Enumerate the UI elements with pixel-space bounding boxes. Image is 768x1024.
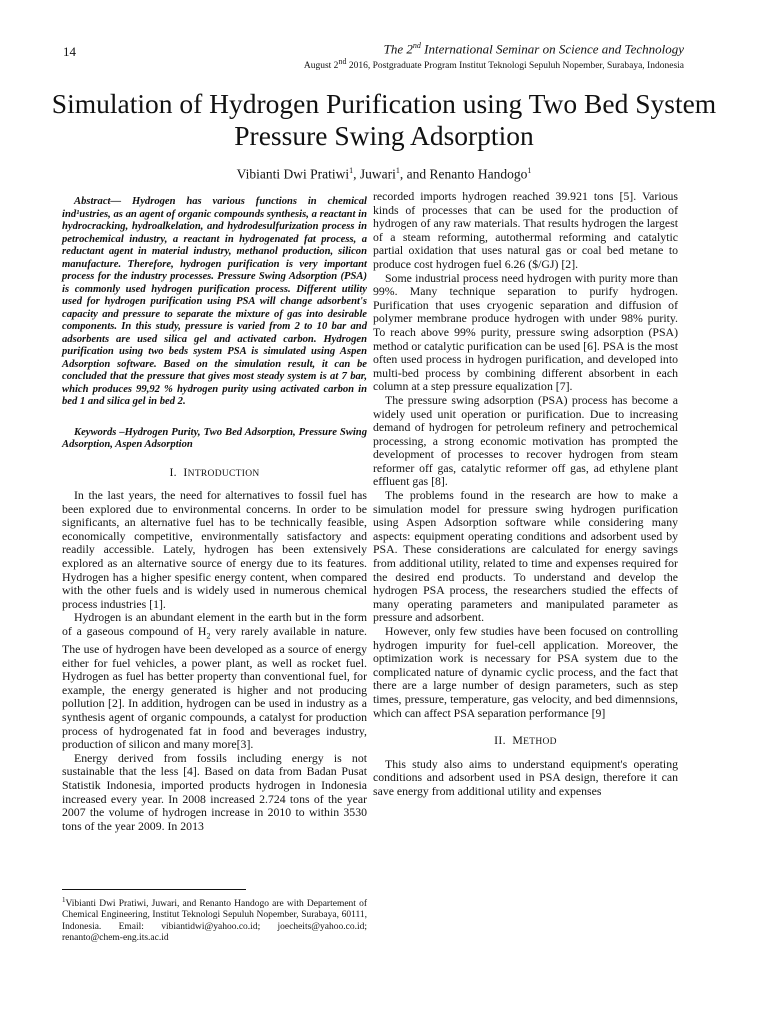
section-2-number: II. bbox=[494, 733, 506, 748]
section-1-initial: I bbox=[183, 464, 188, 479]
page-number: 14 bbox=[63, 44, 76, 59]
conference-date bbox=[304, 57, 684, 71]
footnote-divider bbox=[62, 889, 246, 890]
conference-title-post: International Seminar on Science and Technology bbox=[420, 41, 684, 57]
conference-title bbox=[384, 41, 684, 57]
abstract bbox=[62, 196, 367, 409]
left-column bbox=[62, 190, 367, 833]
conference-title-pre: The 2 bbox=[383, 41, 413, 57]
keywords: Keywords –Hydrogen Purity, Two Bed Adsorption, Pressure Swing Adsorption, Aspen Adsorption bbox=[62, 426, 367, 450]
section-2-initial: M bbox=[512, 733, 524, 748]
paper-title: Simulation of Hydrogen Purification using Two Bed System Pressure Swing Adsorption bbox=[51, 88, 717, 151]
right-paragraph-5: However, only few studies have been focused on controlling hydrogen impurity for fuel-cell application. Moreover, the optimization work is necessary for PSA system due to the complicated nature of dynamic cyclic process, and the fact that there are a large number of design parameters, such as step times, pressure, temperature, gas velocity, and bed dimennsions, which can affect PSA separation performance [9] bbox=[373, 624, 678, 720]
h2-subscript: 2 bbox=[206, 631, 211, 641]
section-2-rest: ETHOD bbox=[523, 737, 557, 748]
conference-title-sup: nd bbox=[412, 41, 421, 50]
conference-date-post: 2016, Postgraduate Program Institut Teknologi Sepuluh Nopember, Surabaya, Indonesia bbox=[346, 61, 684, 72]
author-1: Vibianti Dwi Pratiwi bbox=[236, 166, 350, 182]
intro-paragraph-2 bbox=[62, 611, 367, 751]
footnote bbox=[62, 895, 367, 944]
section-1-number: I. bbox=[169, 464, 177, 479]
footnote-mark: 1 bbox=[62, 896, 66, 904]
conference-date-sup: nd bbox=[338, 57, 347, 66]
abstract-label: Abstract— bbox=[74, 196, 122, 207]
intro-paragraph-2b: very rarely available in nature. The use of hydrogen have been developed as a source of energy either for fuel vehicles, a power plant, as well as rocket fuel. Hydrogen as fuel has better property than conventional fuel, for example, the energy generated is higher and not producing pollution [2]. In addition, hydrogen can be used in industry as a synthesis agent of organic compounds, a catalyst for production process of hydrogenated fat in food and beverages industry, production of silicon and many more[3]. bbox=[62, 624, 368, 752]
footnote-text: Vibianti Dwi Pratiwi, Juwari, and Renanto Handogo are with Departement of Chemical Engineering, Institut Teknologi Sepuluh Nopember, Surabaya, 60111, Indonesia. Email: vibiantidwi@yahoo.co.id; joecheits@yahoo.co.id; renanto@chem-eng.its.ac.id bbox=[62, 899, 367, 944]
author-1-mark: 1 bbox=[349, 166, 354, 175]
abstract-text: Hydrogen has various functions in chemical ind¹ustries, as an agent of organic compounds synthesis, a reactant in hydrocracking, hydroalkelation, and hydrodesulfurization process in petrochemical industry, a reactant in hydrogenated fat process, a reductant agent in material industry, methanol production, silicon manufacture. Therefore, hydrogen purification is very important process for the industry processes. Pressure Swing Adsorption (PSA) is commonly used hydrogen purification process. Different utility used for hydrogen purification using PSA will change adsorbent's capacity and pressure to separate the mixture of gas into desirable components. In this study, pressure is varied from 2 to 10 bar and adsorbents are used silica gel and activated carbon. Hydrogen purification using two beds system PSA is simulated using Aspen Adsorption software. Based on the simulation result, it can be concluded that the pressure that gives most steady system is at 7 bar, which produces 99,92 % hydrogen purity using activated carbon in bed 1 and silica gel in bed 2. bbox=[62, 196, 367, 407]
section-heading-introduction bbox=[62, 466, 367, 482]
right-paragraph-3: The pressure swing adsorption (PSA) process has become a widely used unit operation or purification. Due to increasing demand of hydrogen for petroleum refinery and petrochemical processing, a strong economic motivation has prompted the development of processes to recover hydrogen from steam reformer off gas, catalytic reformer off gas, ad ethylene plant effluent gas [8]. bbox=[373, 392, 678, 489]
right-paragraph-4: The problems found in the research are how to make a simulation model for pressure swing hydrogen purification using Aspen Adsorption software while considering many aspects: equipment operating conditions and adsorbent used by PSA. These considerations are calculated for energy savings from additional utility, related to time and expenses required for the desired end products. To understand and develop the hydrogen PSA process, the researchers studied the effects of many operating parameters and manipulated parameter as pressure and adsorbent. bbox=[373, 488, 678, 625]
author-2-mark: 1 bbox=[395, 166, 400, 175]
method-paragraph-1: This study also aims to understand equipment's operating conditions and adsorbent used in PSA design, therefore it can save energy from additional utility and expenses bbox=[373, 756, 678, 798]
section-1-rest: NTRODUCTION bbox=[187, 468, 260, 479]
author-2: Juwari bbox=[359, 166, 396, 182]
author-line: Vibianti Dwi Pratiwi$^1$, Juwari$^1$, and Renanto Handogo$^1$ bbox=[236, 166, 532, 182]
author-3: and Renanto Handogo bbox=[406, 166, 528, 182]
right-column bbox=[373, 190, 678, 799]
intro-paragraph-2a: Hydrogen is an abundant element in the earth but in the form of a gaseous compound of H bbox=[62, 610, 367, 639]
section-heading-method bbox=[373, 734, 678, 750]
author-3-mark: 1 bbox=[527, 166, 532, 175]
conference-date-pre: August 2 bbox=[303, 61, 339, 72]
right-paragraph-1: recorded imports hydrogen reached 39.921 tons [5]. Various kinds of processes that can be used for the production of hydrogen of any raw materials. That results hydrogen the largest of a steam reforming, autothermal reforming and catalytic partial oxidation that uses natural gas or coal bed metane to produce cost hydrogen fuel 6.26 ($/GJ) [2]. bbox=[373, 189, 678, 271]
intro-paragraph-3: Energy derived from fossils including energy is not sustainable that the less [4]. Based on data from Badan Pusat Statistik Indonesia, imported products hydrogen in Indonesia increased every year. In 2008 increased 2.724 tons of the year 2007 the volume of hydrogen increase in 2010 to within 3530 tons of the year 2009. In 2013 bbox=[62, 750, 367, 833]
intro-paragraph-1: In the last years, the need for alternatives to fossil fuel has been explored due to environmental concerns. In order to be significants, an alternative fuel has to be technically feasible, economically competitive, environmentally satisfactory and readily accessible. Lately, hydrogen has been extensively explored as an alternative source of energy due to its features. Hydrogen has a higher spesific energy content, when compared with the other fuels and is widely used in numerous chemical process industries [1]. bbox=[62, 488, 367, 611]
right-paragraph-2: Some industrial process need hydrogen with purity more than 99%. Many technique separation to purify hydrogen. Purification that uses cryogenic separation and diffusion of polymer membrane produce hydrogen with under 98% purity. To reach above 99% purity, pressure swing adsorption (PSA) method or catalytic purification can be used [6]. PSA is the most often used process in hydrogen purification, and developed into multi-bed process by combining different absorbent in each column at a step pressure equalization [7]. bbox=[373, 270, 678, 394]
